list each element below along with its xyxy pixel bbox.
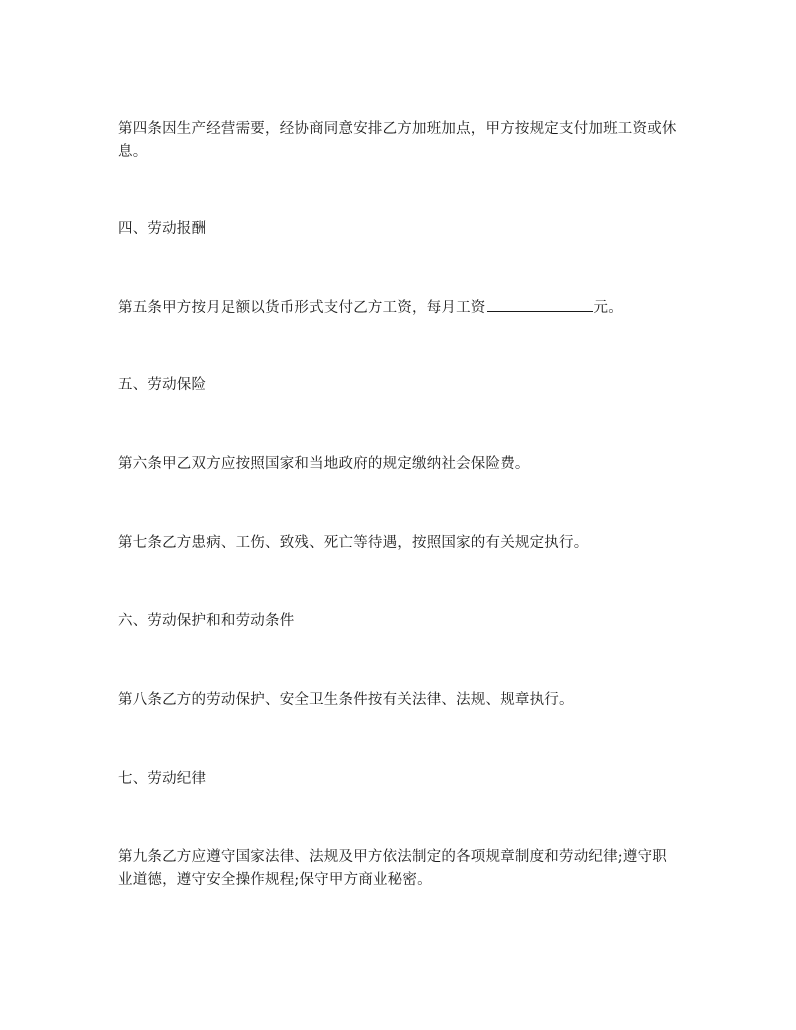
section-7-heading: 七、劳动纪律 bbox=[118, 771, 207, 787]
article-4-paragraph: 第四条因生产经营需要，经协商同意安排乙方加班加点，甲方按规定支付加班工资或休息。 bbox=[118, 121, 677, 160]
article-5-text-before-blank: 第五条甲方按月足额以货币形式支付乙方工资，每月工资 bbox=[118, 300, 486, 316]
article-8-paragraph: 第八条乙方的劳动保护、安全卫生条件按有关法律、法规、规章执行。 bbox=[118, 692, 574, 708]
section-6-heading: 六、劳动保护和和劳动条件 bbox=[118, 613, 295, 629]
section-5-heading: 五、劳动保险 bbox=[118, 377, 207, 393]
article-7-paragraph: 第七条乙方患病、工伤、致残、死亡等待遇，按照国家的有关规定执行。 bbox=[118, 535, 589, 551]
salary-amount-blank bbox=[487, 296, 593, 312]
article-9-paragraph: 第九条乙方应遵守国家法律、法规及甲方依法制定的各项规章制度和劳动纪律;遵守职业道德，遵守安全操作规程;保守甲方商业秘密。 bbox=[118, 849, 667, 888]
article-5-paragraph bbox=[118, 296, 680, 320]
article-6-paragraph: 第六条甲乙双方应按照国家和当地政府的规定缴纳社会保险费。 bbox=[118, 456, 530, 472]
section-4-heading: 四、劳动报酬 bbox=[118, 221, 207, 237]
article-5-text-after-blank: 元。 bbox=[593, 300, 623, 316]
